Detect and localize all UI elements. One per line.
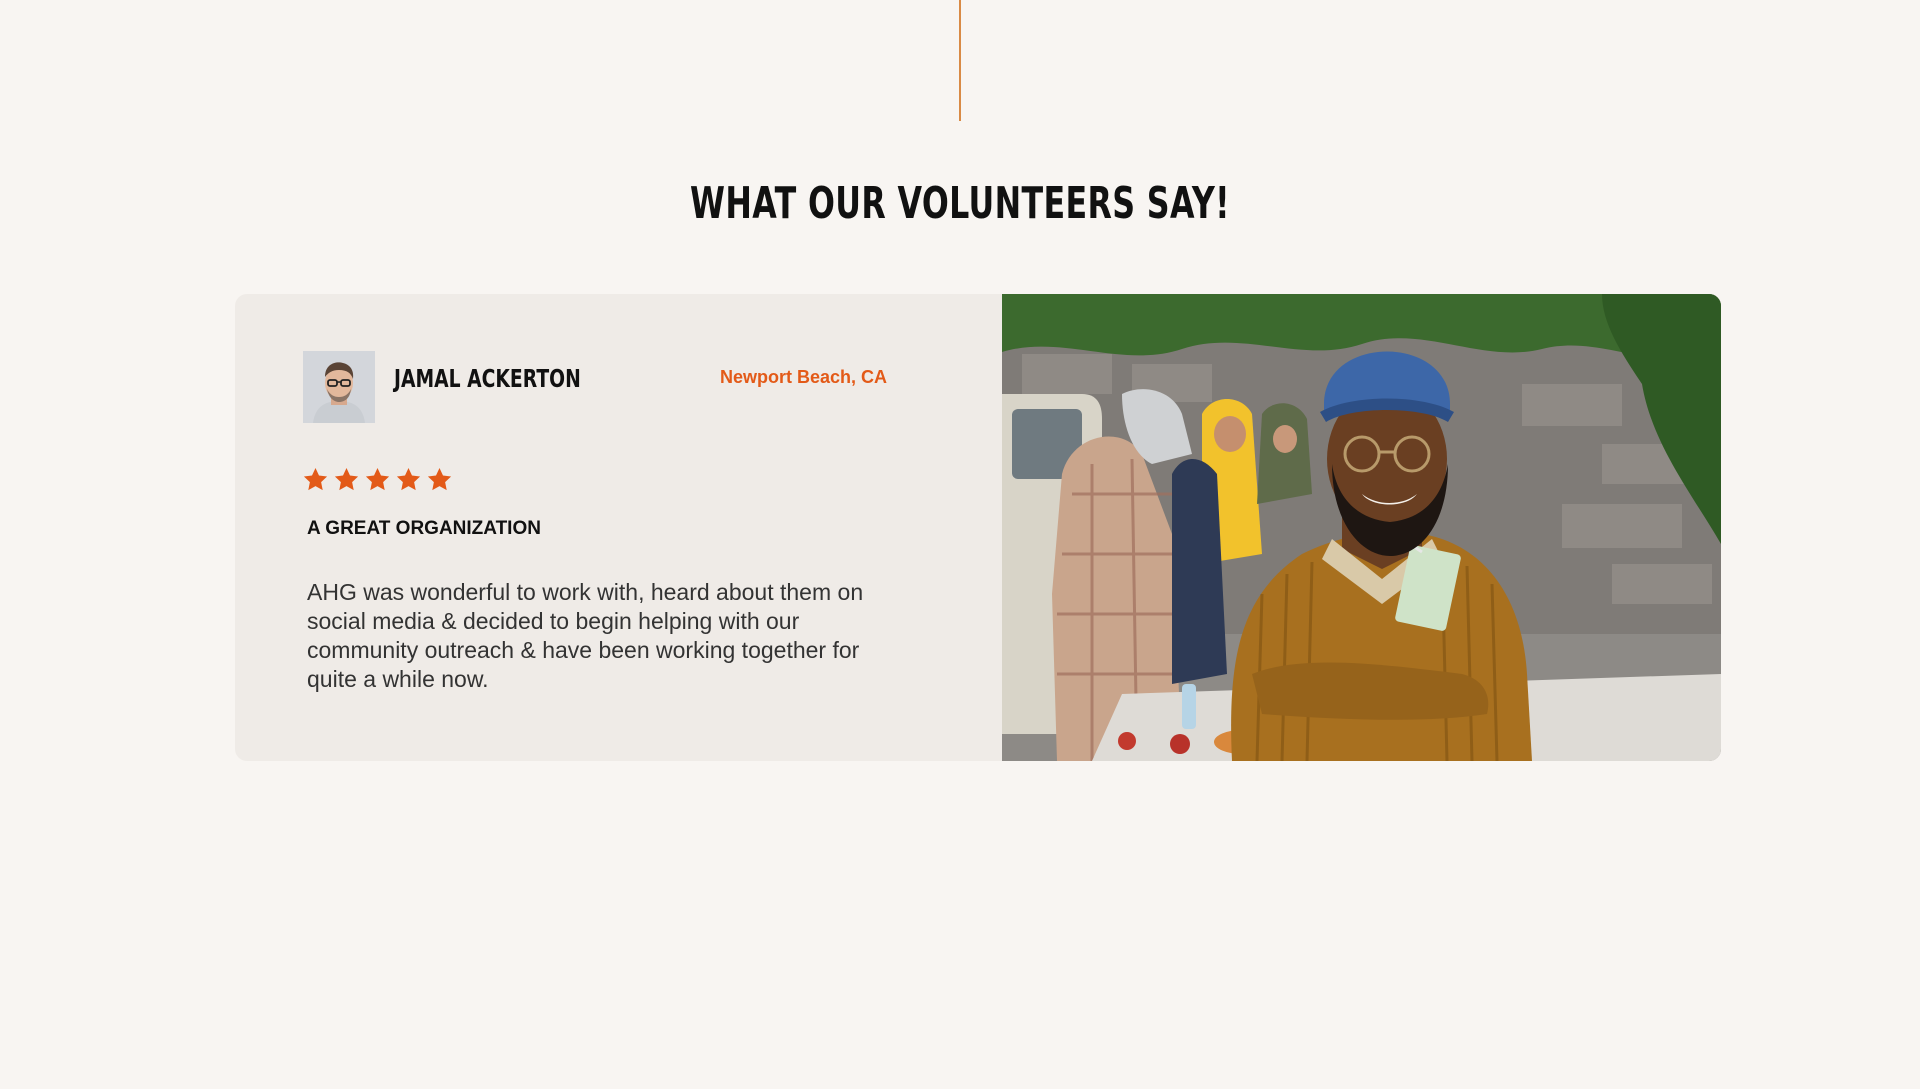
testimonial-content [235,294,1002,761]
avatar [303,351,375,423]
volunteer-photo [1002,294,1721,761]
review-title: A GREAT ORGANIZATION [307,518,541,539]
star-icon [395,466,422,493]
star-icon [302,466,329,493]
section-divider-line [959,0,961,121]
testimonial-card [235,294,1721,761]
star-rating [302,466,453,493]
star-icon [364,466,391,493]
star-icon [333,466,360,493]
reviewer-location: Newport Beach, CA [720,367,888,387]
reviewer-name: JAMAL ACKERTON [394,364,581,393]
section-title: WHAT OUR VOLUNTEERS SAY! [690,178,1230,229]
star-icon [426,466,453,493]
review-body: AHG was wonderful to work with, heard about them on social media & decided to begin helping with our community outreach & have been working together for quite a while now. [307,579,864,692]
